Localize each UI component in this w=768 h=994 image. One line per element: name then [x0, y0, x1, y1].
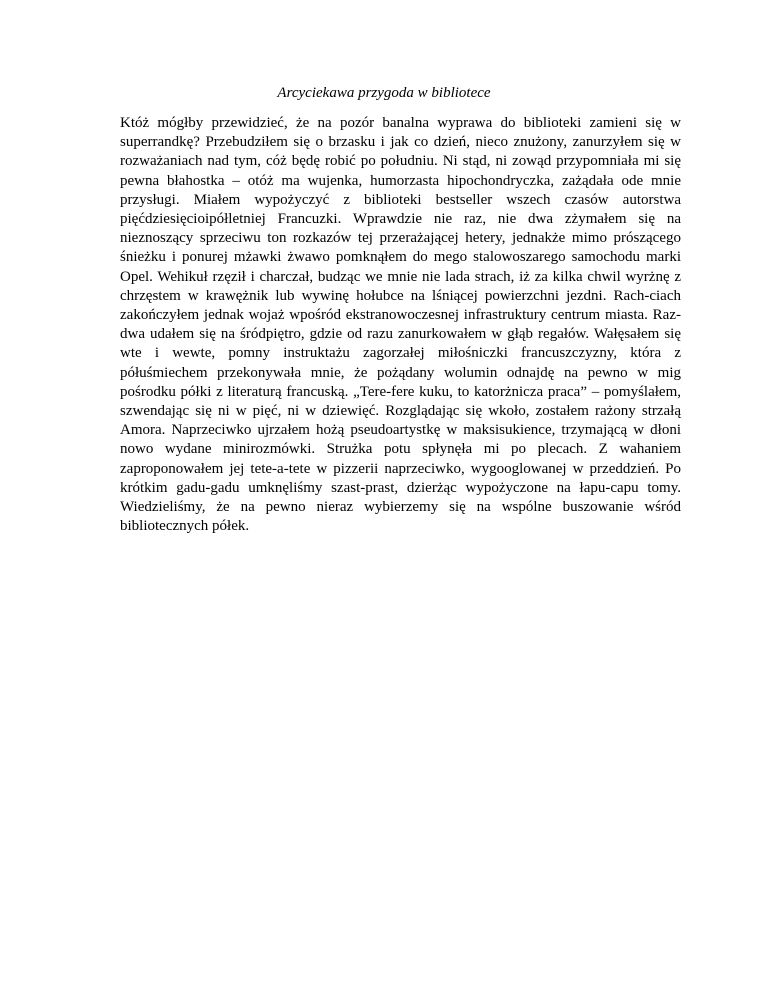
document-title: Arcyciekawa przygoda w bibliotece	[277, 85, 491, 101]
document-paragraph: Któż mógłby przewidzieć, że na pozór banalna wyprawa do biblioteki zamieni się w superrandkę? Przebudziłem się o brzasku i jak co dzień, nieco znużony, zanurzyłem się w rozważaniach nad tym, cóż będę robić po południu. Ni stąd, ni zowąd przypomniała mi się pewna błahostka – otóż ma wujenka, humorzasta hipochondryczka, zażądała ode mnie przysługi. Miałem wypożyczyć z biblioteki bestseller wszech czasów autorstwa pięćdziesięcioipółletniej Francuzki. Wprawdzie nie raz, nie dwa zżymałem się na nieznoszący sprzeciwu ton rozkazów tej przerażającej hetery, jednakże mimo prószącego śnieżku i ponurej mżawki żwawo pomknąłem do mego stalowoszarego samochodu marki Opel. Wehikuł rzęził i charczał, budząc we mnie nie lada strach, iż za kilka chwil wyrżnę z chrzęstem w krawężnik lub wywinę hołubce na lśniącej powierzchni jezdni. Rach-ciach zakończyłem jednak wojaż wpośród ekstranowoczesnej infrastruktury centrum miasta. Raz-dwa udałem się na śródpiętro, gdzie od razu zanurkowałem w głąb regałów. Wałęsałem się wte i wewte, pomny instruktażu zagorzałej miłośniczki francuszczyzny, która z półuśmiechem przekonywała mnie, że pożądany wolumin odnajdę na pewno w mig pośrodku półki z literaturą francuską. „Tere-fere kuku, to katorżnicza praca” – pomyślałem, szwendając się ni w pięć, ni w dziewięć. Rozglądając się wkoło, zostałem rażony strzałą Amora. Naprzeciwko ujrzałem hożą pseudoartystkę w maksisukience, trzymającą w dłoni nowo wydane minirozmówki. Strużka potu spłynęła mi po plecach. Z wahaniem zaproponowałem jej tete-a-tete w pizzerii naprzeciwko, wygooglowanej w przeddzień. Po krótkim gadu-gadu umknęliśmy szast-prast, dzierżąc wypożyczone na łapu-capu tomy. Wiedzieliśmy, że na pewno nieraz wybierzemy się na wspólne buszowanie wśród bibliotecznych półek.	[120, 115, 681, 535]
